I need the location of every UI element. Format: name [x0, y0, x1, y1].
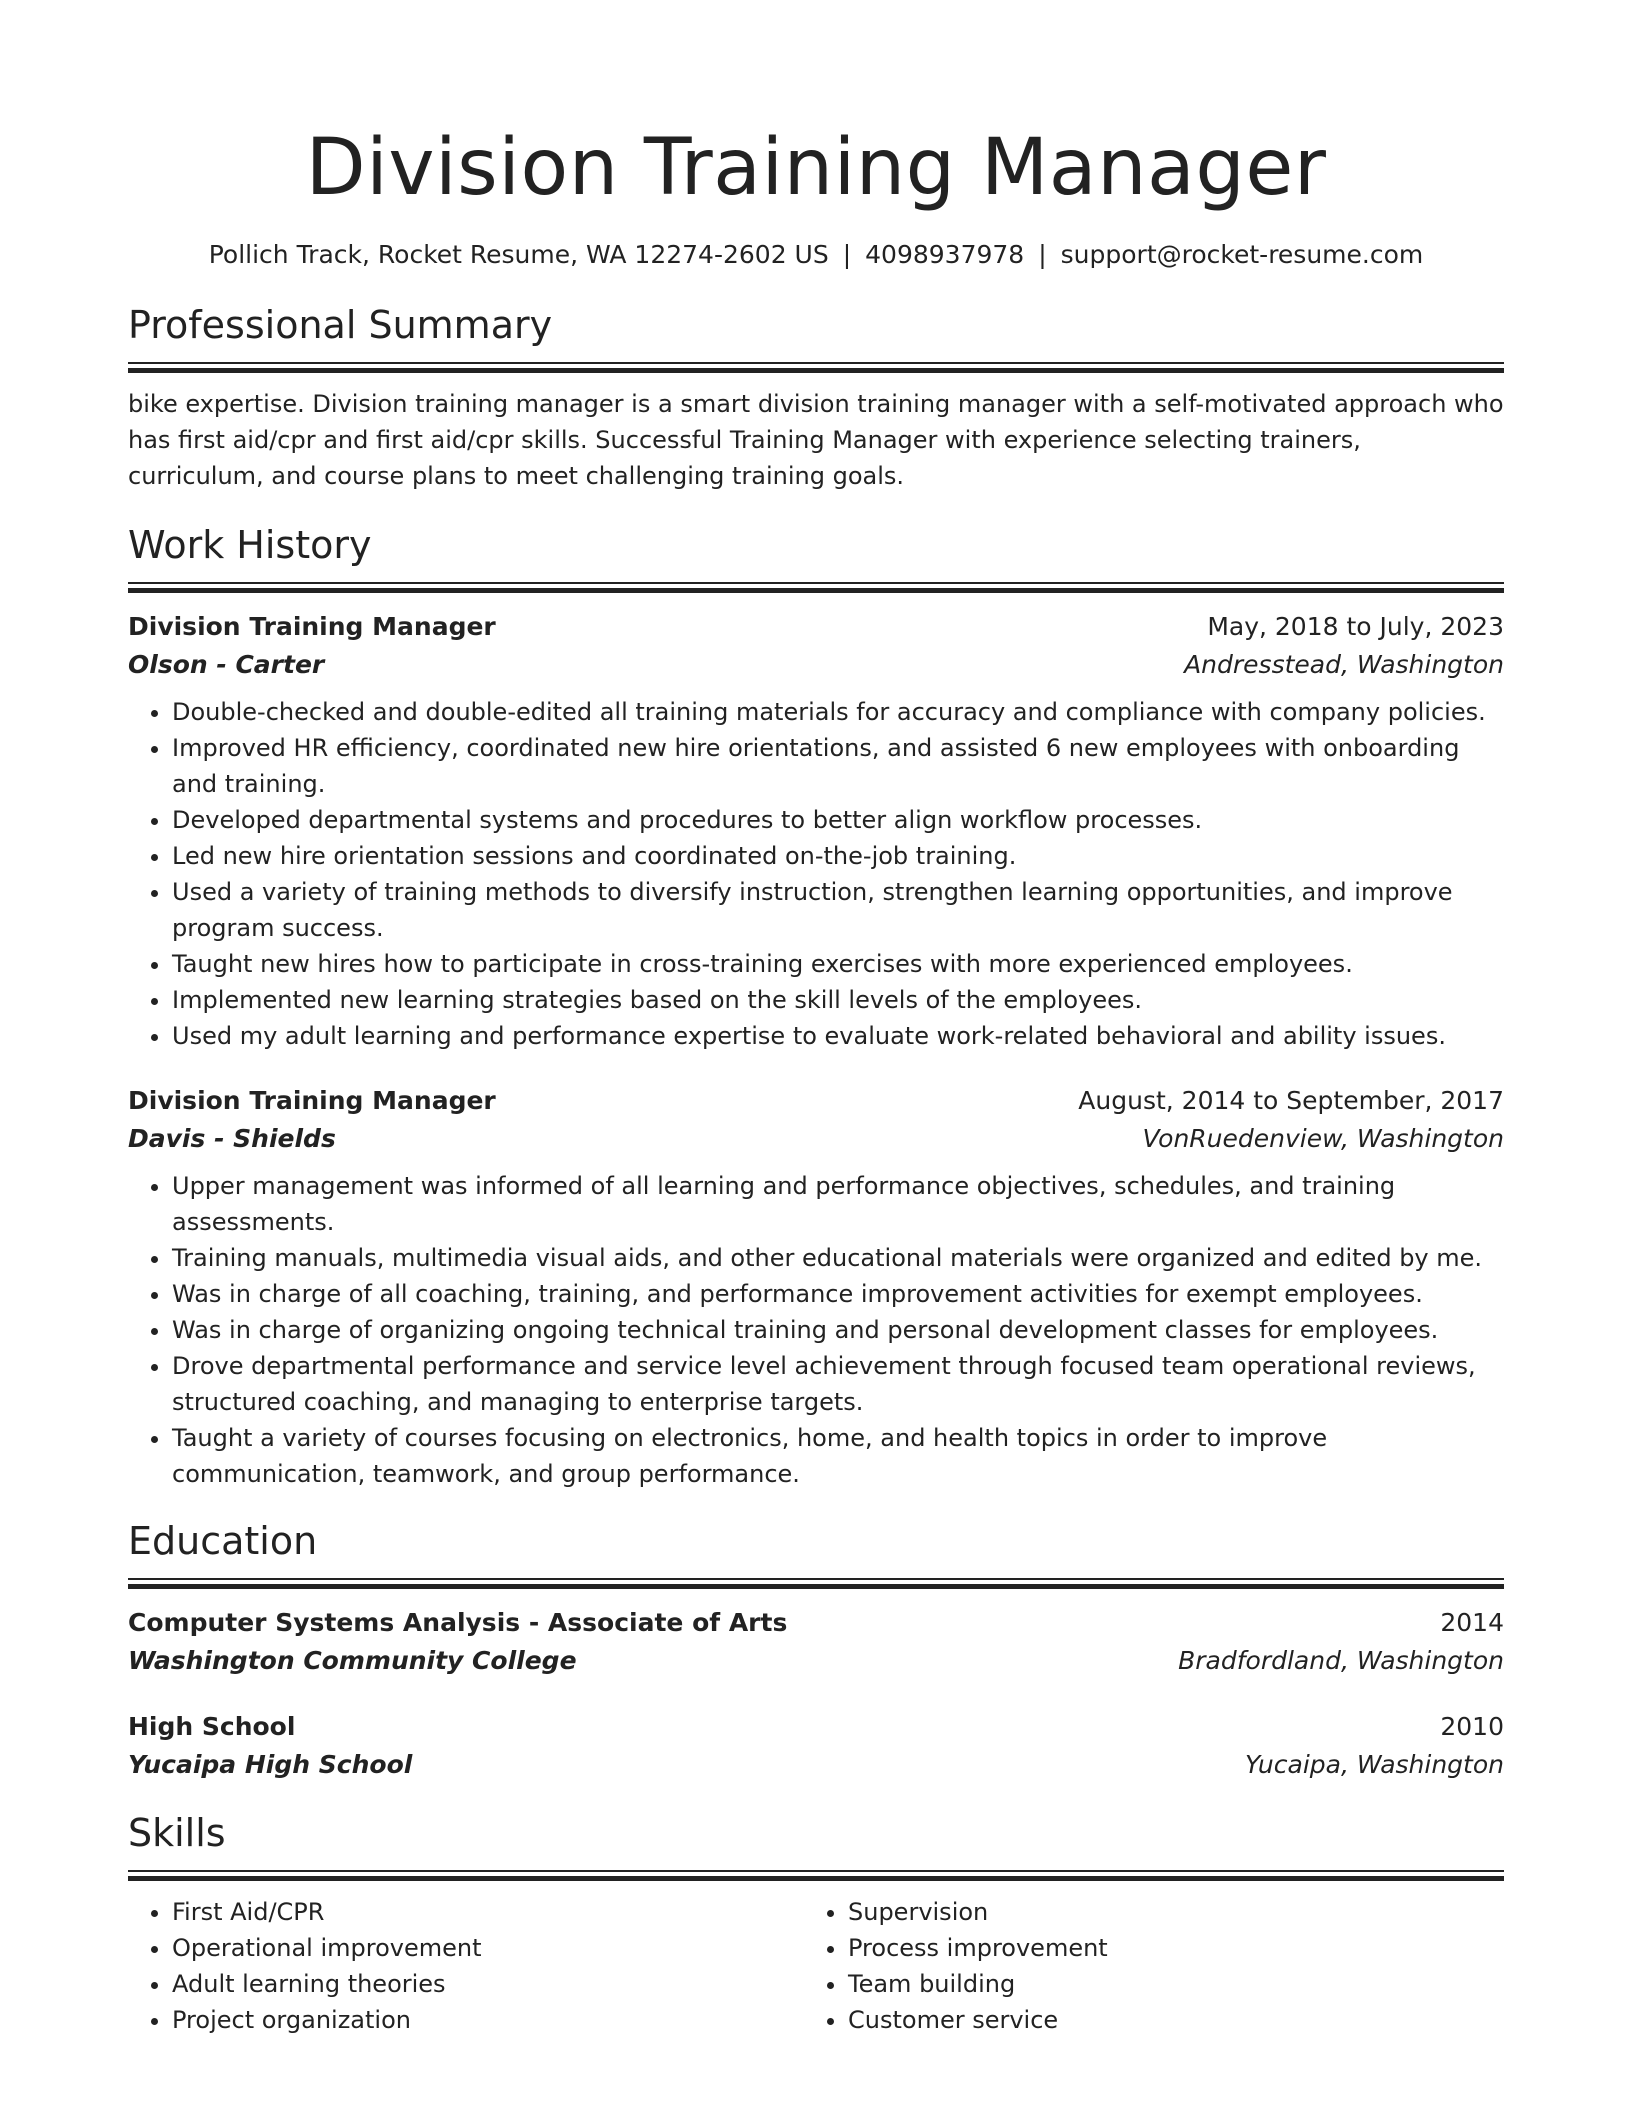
skills-section [128, 1808, 1504, 2038]
summary-text: bike expertise. Division training manager is a smart division training manager with a self-motivated approach who has first aid/cpr and first aid/cpr skills. Successful Training Manager with experience selecting trainers, curriculum, and course plans to meet challenging training goals. [128, 390, 1504, 490]
education-subheader [128, 1746, 1504, 1784]
job-bullet: • Training manuals, multimedia visual aids, and other educational materials were organized and edited by me. [172, 1240, 1504, 1276]
job-bullets [128, 1168, 1504, 1492]
section-divider [128, 582, 1504, 592]
job-subheader [128, 646, 1504, 684]
job-bullet: • Implemented new learning strategies based on the skill levels of the employees. [172, 982, 1504, 1018]
section-divider [128, 1870, 1504, 1880]
contact-phone: 4098937978 [865, 240, 1025, 269]
section-title-skills: Skills [128, 1811, 226, 1855]
contact-address: Pollich Track, Rocket Resume, WA 12274-2602 US [208, 240, 829, 269]
education-year: 2014 [1440, 1608, 1504, 1637]
job-company: Davis - Shields [128, 1124, 336, 1153]
education-header [128, 1708, 1504, 1746]
job-location: VonRuedenview, Washington [1142, 1124, 1504, 1153]
skill-item: • Operational improvement [172, 1930, 804, 1966]
job-bullet: • Taught new hires how to participate in cross-training exercises with more experienced employees. [172, 946, 1504, 982]
education-degree: Computer Systems Analysis - Associate of Arts [128, 1608, 788, 1637]
education-school: Washington Community College [128, 1646, 577, 1675]
resume-name: Division Training Manager [305, 123, 1327, 213]
contact-line [128, 238, 1504, 272]
job-subheader [128, 1120, 1504, 1158]
skills-columns [128, 1894, 1504, 2038]
section-title-education: Education [128, 1519, 318, 1563]
skills-column-right [804, 1894, 1480, 2038]
section-divider [128, 1578, 1504, 1588]
job-bullet: • Used my adult learning and performance expertise to evaluate work-related behavioral and ability issues. [172, 1018, 1504, 1054]
skill-item: • First Aid/CPR [172, 1894, 804, 1930]
education-entry [128, 1604, 1504, 1680]
education-entry [128, 1708, 1504, 1784]
education-subheader [128, 1642, 1504, 1680]
job-bullet: • Led new hire orientation sessions and coordinated on-the-job training. [172, 838, 1504, 874]
job-bullet: • Upper management was informed of all learning and performance objectives, schedules, and training assessments. [172, 1168, 1504, 1240]
education-location: Yucaipa, Washington [1244, 1750, 1504, 1779]
job-bullet: • Taught a variety of courses focusing on electronics, home, and health topics in order to improve communication, teamwork, and group performance. [172, 1420, 1504, 1492]
job-bullet: • Double-checked and double-edited all training materials for accuracy and compliance with company policies. [172, 694, 1504, 730]
contact-separator: | [1038, 240, 1047, 269]
education-header [128, 1604, 1504, 1642]
section-divider [128, 362, 1504, 372]
skill-item: • Project organization [172, 2002, 804, 2038]
contact-email[interactable]: support@rocket-resume.com [1060, 240, 1424, 269]
skill-item: • Process improvement [848, 1930, 1480, 1966]
summary-section [128, 300, 1504, 494]
job-bullet: • Used a variety of training methods to diversify instruction, strengthen learning opportunities, and improve program success. [172, 874, 1504, 946]
job-title: Division Training Manager [128, 1086, 496, 1115]
work-section [128, 520, 1504, 1492]
job-entry [128, 608, 1504, 1054]
skill-item: • Supervision [848, 1894, 1480, 1930]
job-company: Olson - Carter [128, 650, 325, 679]
job-bullet: • Was in charge of all coaching, training, and performance improvement activities for exempt employees. [172, 1276, 1504, 1312]
education-school: Yucaipa High School [128, 1750, 413, 1779]
education-section [128, 1516, 1504, 1784]
job-bullets [128, 694, 1504, 1054]
section-title-summary: Professional Summary [128, 303, 553, 347]
job-bullet: • Developed departmental systems and procedures to better align workflow processes. [172, 802, 1504, 838]
job-title: Division Training Manager [128, 612, 496, 641]
education-location: Bradfordland, Washington [1178, 1646, 1504, 1675]
job-bullet: • Drove departmental performance and service level achievement through focused team operational reviews, structured coaching, and managing to enterprise targets. [172, 1348, 1504, 1420]
skills-column-left [128, 1894, 804, 2038]
job-location: Andresstead, Washington [1184, 650, 1504, 679]
education-year: 2010 [1440, 1712, 1504, 1741]
section-title-work: Work History [128, 523, 372, 567]
contact-separator: | [842, 240, 852, 269]
job-header [128, 608, 1504, 646]
skill-item: • Customer service [848, 2002, 1480, 2038]
job-header [128, 1082, 1504, 1120]
skill-item: • Adult learning theories [172, 1966, 804, 2002]
education-degree: High School [128, 1712, 296, 1741]
job-dates: May, 2018 to July, 2023 [1207, 612, 1504, 641]
job-dates: August, 2014 to September, 2017 [1078, 1086, 1504, 1115]
job-entry [128, 1082, 1504, 1492]
skill-item: • Team building [848, 1966, 1480, 2002]
resume-page [128, 0, 1504, 2038]
job-bullet: • Improved HR efficiency, coordinated new hire orientations, and assisted 6 new employees with onboarding and training. [172, 730, 1504, 802]
job-bullet: • Was in charge of organizing ongoing technical training and personal development classes for employees. [172, 1312, 1504, 1348]
